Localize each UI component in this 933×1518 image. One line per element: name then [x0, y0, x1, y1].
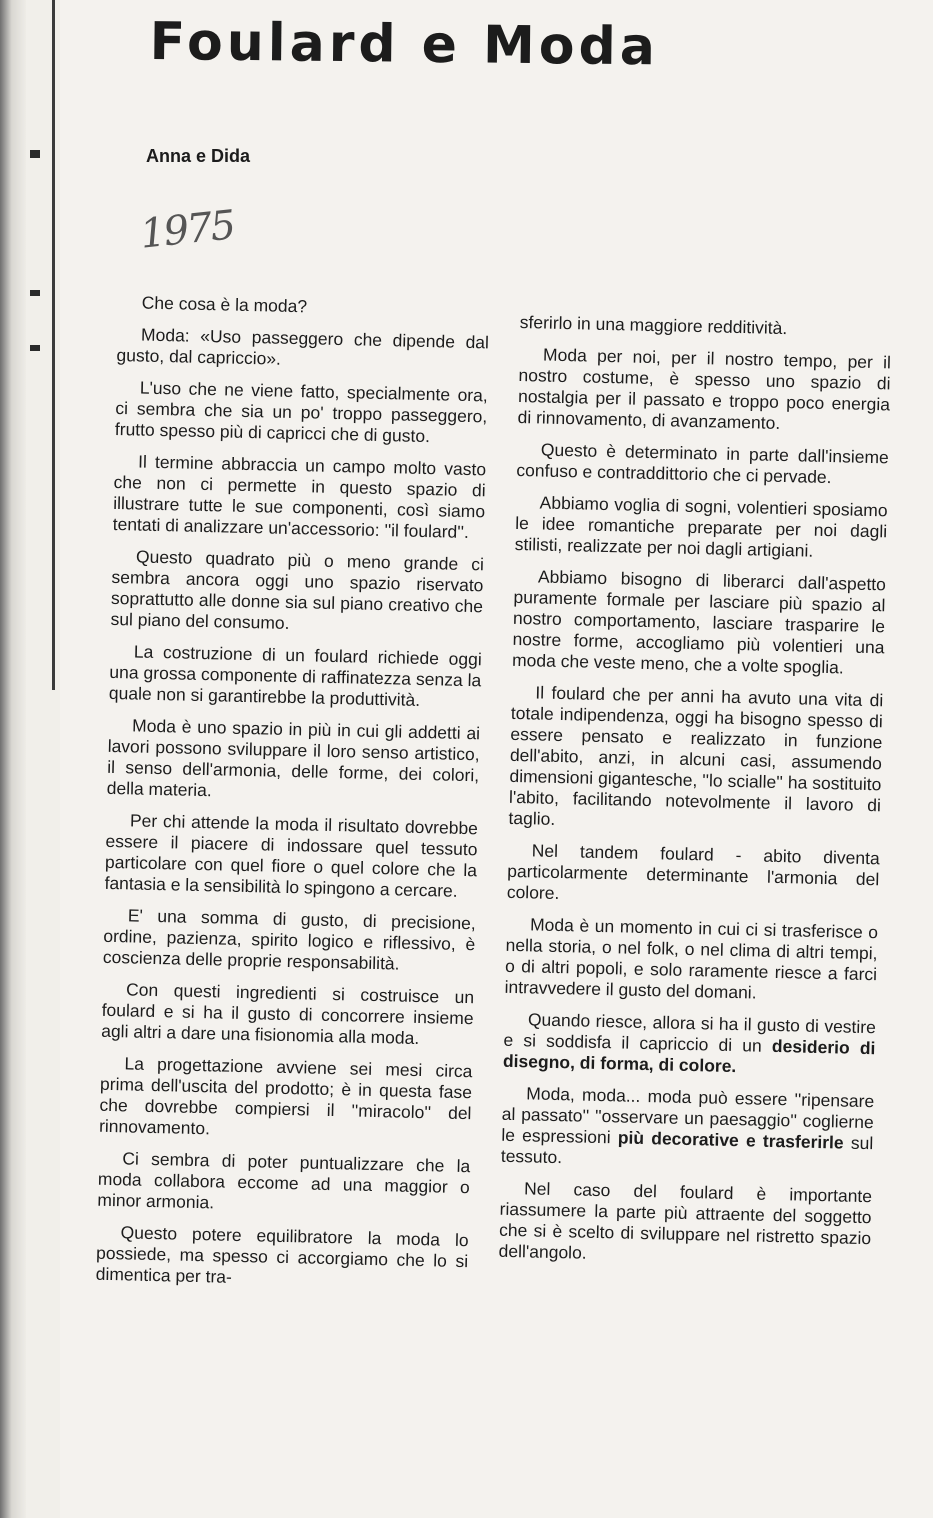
paragraph: Questo potere equilibratore la moda lo possiede, ma spesso ci accorgiamo che lo si dimentica per tra- — [95, 1222, 469, 1287]
paragraph: La progettazione avviene sei mesi circa prima dell'uscita del prodotto; è in questa fase che dovrebbe compiersi il ''miracolo'' del rinnovamento. — [98, 1053, 473, 1139]
paragraph-text: Moda, moda... moda può essere ''ripensare al passato'' ''osservare un paesaggio'' coglierne le espressioni — [501, 1083, 875, 1148]
page-edge — [0, 0, 26, 1518]
left-column — [95, 292, 490, 1304]
handwritten-year: 1975 — [138, 202, 237, 258]
paragraph: L'uso che ne viene fatto, specialmente ora, ci sembra che sia un po' troppo passeggero, frutto spesso più di capricci che di gusto. — [114, 377, 488, 447]
paragraph: Il foulard che per anni ha avuto una vita di totale indipendenza, oggi ha bisogno spesso di essere pensato e realizzato in funzione dell'abito, anzi, in alcuni casi, assumendo dimensioni gigantesche, ''lo scialle'' ha sostituito l'abito, facilitando notevolmente il lavoro di taglio. — [508, 682, 884, 829]
right-column — [498, 312, 892, 1281]
paragraph-with-emphasis — [501, 1083, 875, 1175]
paragraph: Ci sembra di poter puntualizzare che la moda collabora eccome ad una maggior o minor armonia. — [97, 1148, 471, 1213]
paragraph: Moda per noi, per il nostro tempo, per il nostro costume, è spesso uno spazio di nostalgia per il passato e troppo poco energia di rinnovamento, di avanzamento. — [517, 344, 892, 433]
fold-line — [52, 0, 55, 690]
paragraph: Che cosa è la moda? — [141, 292, 308, 317]
paragraph: Moda è un momento in cui ci si trasferisce o nella storia, o nel folk, o nel clima di altri tempi, o di altri popoli, e solo raramente riesce a farci intravvedere il gusto del domani. — [504, 914, 879, 1003]
paragraph: Questo quadrato più o meno grande ci sembra ancora oggi uno spazio riservato soprattutto alle donne sia sul piano creativo che sul piano del consumo. — [110, 546, 485, 633]
paragraph: Abbiamo voglia di sogni, volentieri sposiamo le idee romantiche preparate per noi dagli stilisti, realizzate per noi dagli artigiani. — [514, 492, 888, 561]
spine-mark — [30, 150, 40, 158]
paragraph: Nel caso del foulard è importante riassumere la parte più attraente del soggetto che si è scelto di sviluppare nel ristretto spazio dell'angolo. — [498, 1178, 873, 1263]
paragraph: Questo è determinato in parte dall'insieme confuso e contraddittorio che ci pervade. — [516, 439, 890, 488]
paragraph-with-emphasis — [503, 1009, 876, 1080]
article-author: Anna e Dida — [146, 146, 251, 166]
paragraph: Il termine abbraccia un campo molto vasto che non ci permette in questo spazio di illustrare tutte le sue componenti, così siamo tentati di analizzare un'accessorio: ''il foulard''. — [112, 451, 487, 543]
emphasis-text: desiderio di disegno, di forma, di colore. — [502, 1035, 876, 1077]
article-title: Foulard e Moda — [149, 12, 660, 78]
paragraph: Nel tandem foulard - abito diventa particolarmente determinante l'armonia del colore. — [506, 840, 880, 904]
paragraph: La costruzione di un foulard richiede oggi una grossa componente di raffinatezza senza la quale non si garantirebbe la produttività. — [108, 641, 482, 710]
paragraph-continuation: sferirlo in una maggiore redditività. — [519, 312, 788, 339]
paragraph-text: sul tessuto. — [500, 1132, 874, 1168]
paragraph: E' una somma di gusto, di precisione, ordine, pazienza, spirito logico e riflessivo, è coscienza delle proprie responsabilità. — [102, 905, 476, 974]
paragraph: Moda: «Uso passeggero che dipende dal gusto, dal capriccio». — [116, 324, 490, 369]
paragraph: Con questi ingredienti si costruisce un foulard e si ha il gusto di concorrere insieme agli altri a dare una fisionomia alla moda. — [101, 979, 475, 1049]
paragraph: Per chi attende la moda il risultato dovrebbe essere il piacere di indossare quel tessuto particolare con quel fiore o quel colore che la fantasia e la sensibilità lo spingono a cercare. — [104, 810, 479, 901]
spine-mark — [30, 290, 40, 296]
emphasis-text: più decorative e trasferirle — [617, 1127, 844, 1153]
paragraph: Abbiamo bisogno di liberarci dall'aspetto puramente formale per lasciare più spazio al nostro comportamento, lasciare trasparire le nostre forme, accogliamo più volentieri una moda che veste meno, che a volte spoglia. — [511, 566, 887, 678]
paragraph: Moda è uno spazio in più in cui gli addetti ai lavori possono sviluppare il loro senso artistico, il senso dell'armonia, delle forme, dei colori, della materia. — [106, 715, 481, 801]
paragraph-text: Quando riesce, allora si ha il gusto di vestire e si soddisfa il capriccio di un — [503, 1009, 877, 1056]
spine-mark — [30, 345, 40, 351]
